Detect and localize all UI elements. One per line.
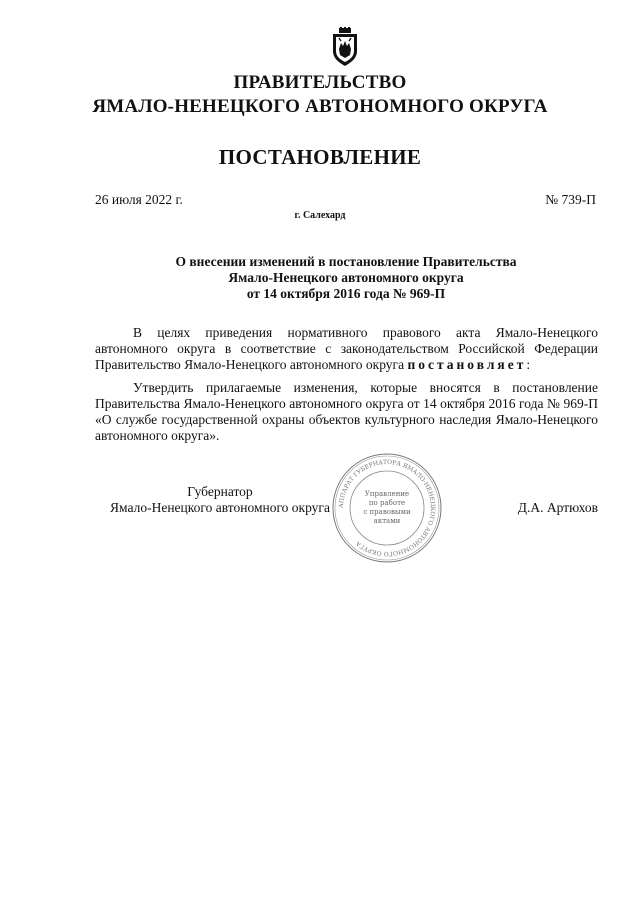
- signatory-title: Губернатор: [187, 484, 253, 499]
- document-number: № 739-П: [545, 192, 596, 207]
- signatory-name: Д.А. Артюхов: [517, 500, 598, 515]
- document-title: [95, 254, 597, 302]
- preamble-paragraph: [95, 325, 598, 373]
- title-line: О внесении изменений в постановление Правительства: [175, 254, 517, 269]
- stamp-inner-line: Управление: [364, 490, 410, 498]
- document-type: ПОСТАНОВЛЕНИЕ: [218, 145, 422, 169]
- official-stamp: [331, 452, 443, 564]
- stamp-inner-line: по работе: [368, 499, 406, 507]
- organization-name: ПРАВИТЕЛЬСТВО: [233, 72, 407, 93]
- signatory-position: [100, 484, 340, 516]
- title-line: от 14 октября 2016 года № 969-П: [246, 286, 446, 301]
- resolution-paragraph: Утвердить прилагаемые изменения, которые вносятся в постановление Правительства Ямало-Ненецкого автономного округа от 14 октября 2016 года № 969-П «О службе государственной охраны объектов культурного наследия Ямало-Ненецкого автономного округа».: [95, 380, 598, 443]
- document-date: 26 июля 2022 г.: [95, 192, 183, 207]
- resolves-word: постановляет: [407, 357, 527, 372]
- coat-of-arms-emblem: [328, 27, 362, 67]
- title-line: Ямало-Ненецкого автономного округа: [228, 270, 464, 285]
- preamble-text: В целях приведения нормативного правового акта Ямало-Ненецкого автономного округа в соответствие с законодательством Российской Федерации Правительство Ямало-Ненецкого автономного округа: [95, 325, 598, 372]
- preamble-colon: :: [526, 357, 531, 372]
- stamp-inner-line: актами: [373, 517, 401, 525]
- organization-region: ЯМАЛО-НЕНЕЦКОГО АВТОНОМНОГО ОКРУГА: [92, 96, 548, 117]
- document-city: г. Салехард: [294, 210, 346, 221]
- stamp-inner-line: с правовыми: [363, 508, 411, 516]
- signatory-region: Ямало-Ненецкого автономного округа: [110, 500, 330, 515]
- stamp-ring-text: АППАРАТ ГУБЕРНАТОРА ЯМАЛО-НЕНЕЦКОГО АВТОНОМНОГО ОКРУГА: [337, 458, 437, 558]
